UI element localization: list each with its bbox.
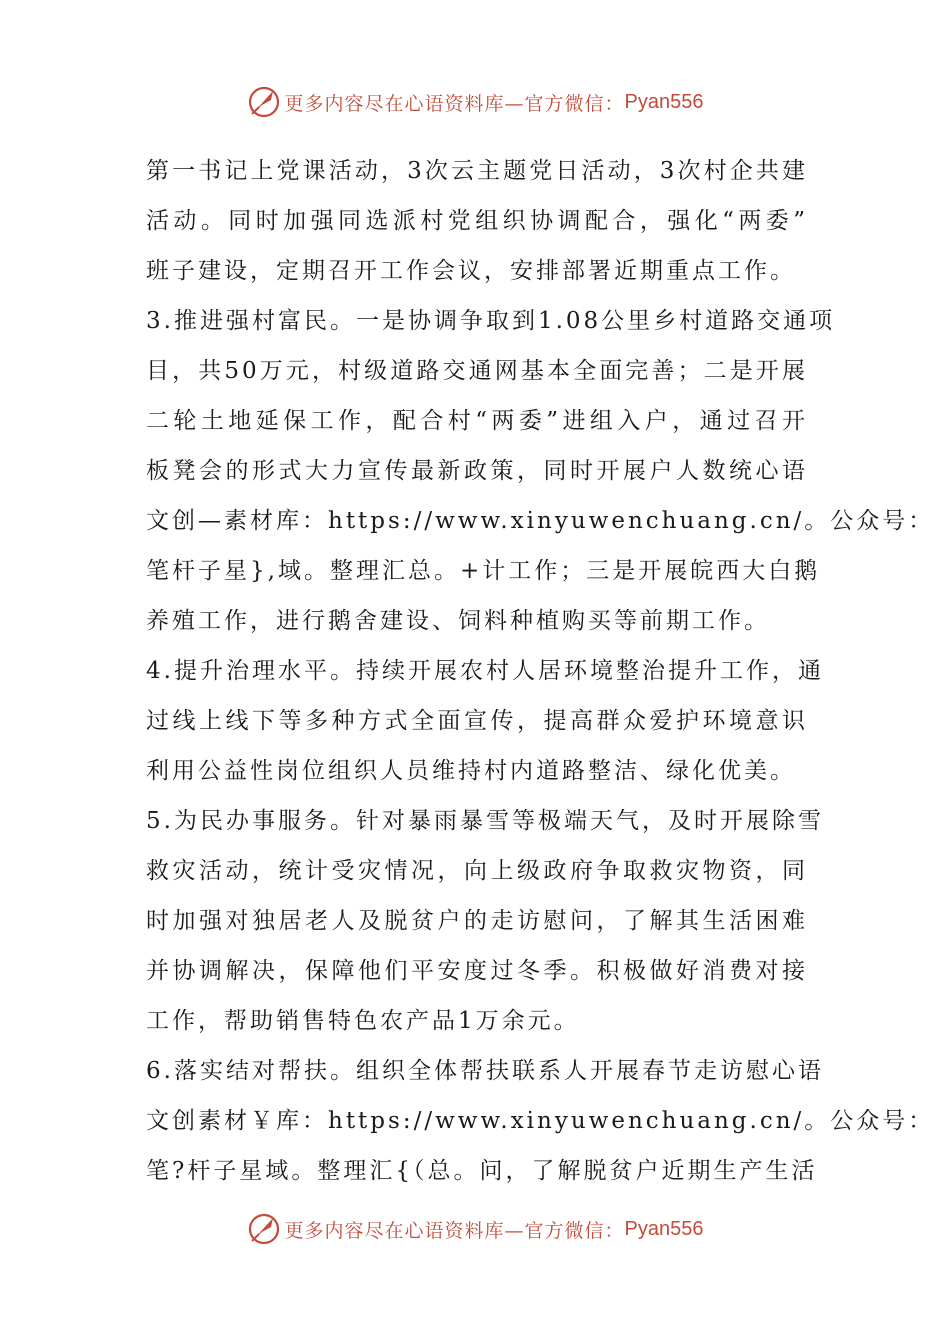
document-body (146, 146, 935, 1196)
text-line: 时加强对独居老人及脱贫户的走访慰问，了解其生活困难 (146, 908, 808, 934)
text-line: 养殖工作，进行鹅舍建设、饲料种植购买等前期工作。 (146, 608, 770, 634)
header-wechat-handle: Pyan556 (624, 90, 704, 113)
footer-banner-text: 更多内容尽在心语资料库—官方微信： (284, 1219, 625, 1242)
text-line: 第一书记上党课活动，3次云主题党日活动，3次村企共建 (146, 158, 808, 184)
text-line: 并协调解决，保障他们平安度过冬季。积极做好消费对接 (146, 958, 808, 984)
text-line: 过线上线下等多种方式全面宣传，提高群众爱护环境意识 (146, 708, 808, 734)
header-banner-text: 更多内容尽在心语资料库—官方微信： (284, 92, 625, 115)
header-banner (0, 82, 950, 122)
quill-logo-icon (247, 1212, 281, 1246)
text-line: 班子建设，定期召开工作会议，安排部署近期重点工作。 (146, 258, 796, 284)
text-line: 板凳会的形式大力宣传最新政策，同时开展户人数统心语 (146, 458, 808, 484)
footer-wechat-handle: Pyan556 (624, 1217, 704, 1240)
text-line: 工作，帮助销售特色农产品1万余元。 (146, 1008, 580, 1034)
text-line: 3.推进强村富民。一是协调争取到1.08公里乡村道路交通项 (146, 308, 836, 334)
text-line: 二轮土地延保工作，配合村“两委”进组入户，通过召开 (146, 408, 808, 434)
text-line: 救灾活动，统计受灾情况，向上级政府争取救灾物资，同 (146, 858, 808, 884)
text-line: 笔杆子星},域。整理汇总。+计工作；三是开展皖西大白鹅 (146, 558, 821, 584)
text-line: 文创素材￥库：https://www.xinyuwenchuang.cn/。公众号： (146, 1108, 935, 1134)
quill-logo-icon (247, 85, 281, 119)
text-line: 4.提升治理水平。持续开展农村人居环境整治提升工作，通 (146, 658, 824, 684)
text-line: 活动。同时加强同选派村党组织协调配合，强化“两委” (146, 208, 808, 234)
text-line: 利用公益性岗位组织人员维持村内道路整洁、绿化优美。 (146, 758, 796, 784)
text-line: 文创—素材库：https://www.xinyuwenchuang.cn/。公众号： (146, 508, 935, 534)
text-line: 目，共50万元，村级道路交通网基本全面完善；二是开展 (146, 358, 808, 384)
text-line: 笔?杆子星域。整理汇{（总。问，了解脱贫户近期生产生活 (146, 1158, 818, 1184)
footer-banner (0, 1209, 950, 1249)
text-line: 6.落实结对帮扶。组织全体帮扶联系人开展春节走访慰心语 (146, 1058, 824, 1084)
text-line: 5.为民办事服务。针对暴雨暴雪等极端天气，及时开展除雪 (146, 808, 824, 834)
